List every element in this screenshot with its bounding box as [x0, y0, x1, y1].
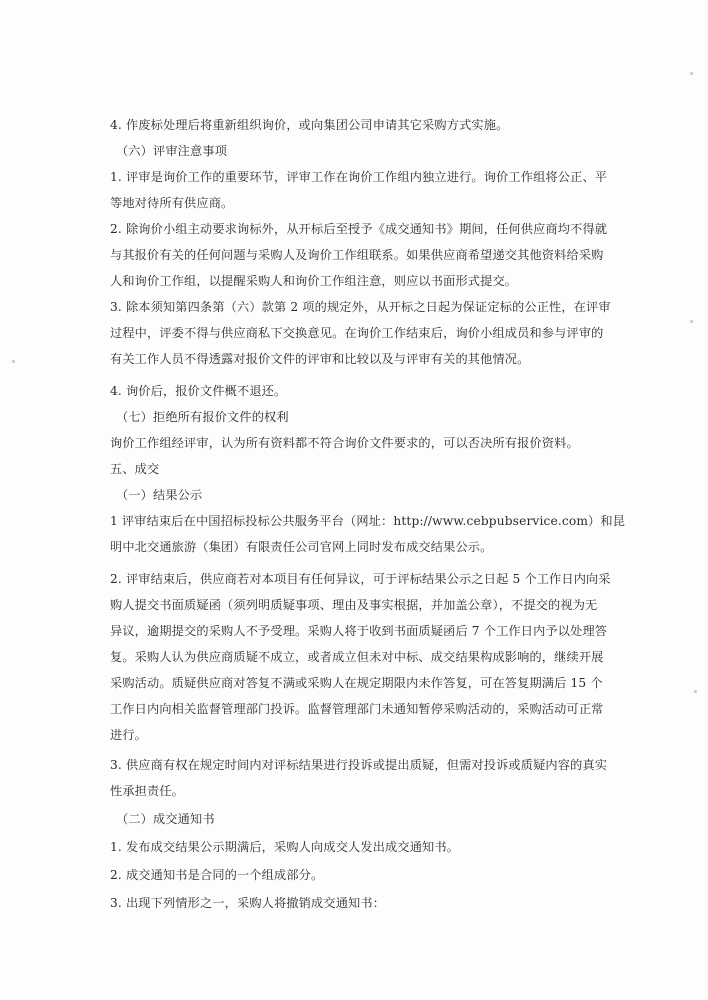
section-heading: （六）评审注意事项	[116, 144, 228, 158]
paragraph-line: 购人提交书面质疑函（须列明质疑事项、理由及事实根据，并加盖公章），不提交的视为无	[110, 598, 598, 612]
paragraph-line: 3. 除本须知第四条第（六）款第 2 项的规定外，从开标之日起为保证定标的公正性，在评审	[110, 300, 611, 314]
paragraph-line: 采购活动。质疑供应商对答复不满或采购人在规定期限内未作答复，可在答复期满后 15 个	[110, 676, 603, 690]
paragraph-line: 工作日内向相关监督管理部门投诉。监督管理部门未通知暂停采购活动的，采购活动可正常	[110, 702, 604, 716]
paragraph-line: 1. 评审是询价工作的重要环节，评审工作在询价工作组内独立进行。询价工作组将公正、平	[110, 170, 608, 184]
scan-speck	[694, 690, 697, 693]
paragraph-line: 有关工作人员不得透露对报价文件的评审和比较以及与评审有关的其他情况。	[110, 352, 530, 366]
paragraph-line: 明中北交通旅游（集团）有限责任公司官网上同时发布成交结果公示。	[110, 540, 493, 554]
section-heading: （七）拒绝所有报价文件的权利	[116, 410, 289, 424]
paragraph-line: 2. 除询价小组主动要求询标外，从开标后至授予《成交通知书》期间，任何供应商均不得就	[110, 222, 608, 236]
paragraph-line: 等地对待所有供应商。	[110, 196, 234, 210]
paragraph-line: 异议，逾期提交的采购人不予受理。采购人将于收到书面质疑函后 7 个工作日内予以处理答	[110, 624, 608, 638]
paragraph-line: 1. 发布成交结果公示期满后，采购人向成交人发出成交通知书。	[110, 840, 460, 854]
paragraph-line: 进行。	[110, 728, 148, 742]
scan-speck	[12, 360, 15, 363]
paragraph-line: 2. 评审结束后，供应商若对本项目有任何异议，可于评标结果公示之日起 5 个工作日内向采	[110, 572, 611, 586]
chapter-heading: 五、成交	[110, 462, 160, 476]
paragraph-line: 询价工作组经评审，认为所有资料都不符合询价文件要求的，可以否决所有报价资料。	[110, 436, 579, 450]
paragraph-line: 4. 询价后，报价文件概不退还。	[110, 384, 287, 398]
paragraph-line: 人和询价工作组，以提醒采购人和询价工作组注意，则应以书面形式提交。	[110, 274, 518, 288]
paragraph-line: 4. 作废标处理后将重新组织询价，或向集团公司申请其它采购方式实施。	[110, 118, 509, 132]
section-heading: （一）结果公示	[116, 488, 203, 502]
paragraph-line: 复。采购人认为供应商质疑不成立，或者成立但未对中标、成交结果构成影响的，继续开展	[110, 650, 604, 664]
paragraph-line: 1 评审结束后在中国招标投标公共服务平台（网址：http://www.cebpubservice.com）和昆	[110, 514, 626, 528]
paragraph-line: 3. 出现下列情形之一，采购人将撤销成交通知书：	[110, 896, 386, 910]
paragraph-line: 过程中，评委不得与供应商私下交换意见。在询价工作结束后，询价小组成员和参与评审的	[110, 326, 604, 340]
paragraph-line: 3. 供应商有权在规定时间内对评标结果进行投诉或提出质疑，但需对投诉或质疑内容的真实	[110, 758, 608, 772]
scan-speck	[690, 320, 693, 323]
paragraph-line: 性承担责任。	[110, 784, 185, 798]
section-heading: （二）成交通知书	[116, 812, 215, 826]
paragraph-line: 2. 成交通知书是合同的一个组成部分。	[110, 868, 324, 882]
scan-speck	[690, 72, 693, 75]
paragraph-line: 与其报价有关的任何问题与采购人及询价工作组联系。如果供应商希望递交其他资料给采购	[110, 248, 604, 262]
